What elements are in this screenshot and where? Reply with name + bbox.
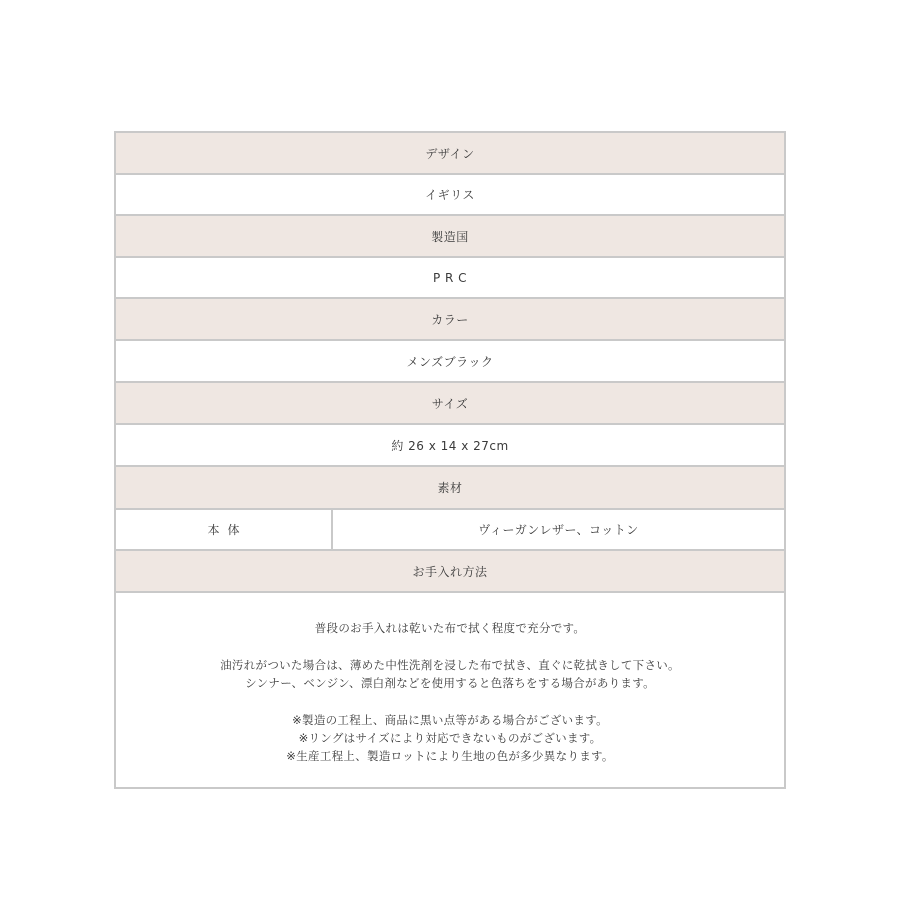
care-header [116, 551, 784, 593]
origin-label: 製造国 [431, 229, 469, 244]
design-header [116, 133, 784, 175]
care-instructions [116, 593, 784, 787]
origin-value: P R C [432, 270, 468, 285]
care-note-3: ※生産工程上、製造ロットにより生地の色が多少異なります。 [286, 749, 614, 763]
size-label: サイズ [431, 396, 469, 411]
material-header [116, 467, 784, 510]
size-header [116, 383, 784, 425]
care-line-2: 油汚れがついた場合は、薄めた中性洗剤を浸した布で拭き、直ぐに乾拭きして下さい。 [220, 658, 680, 672]
origin-row [116, 258, 784, 299]
color-label: カラー [431, 312, 469, 327]
material-row [116, 510, 784, 551]
design-label: デザイン [425, 146, 475, 161]
care-note-2: ※リングはサイズにより対応できないものがございます。 [298, 731, 602, 745]
design-row [116, 175, 784, 216]
care-label: お手入れ方法 [412, 564, 488, 579]
color-value: メンズブラック [406, 354, 494, 369]
body-label: 本体 [116, 510, 333, 549]
design-value: イギリス [425, 188, 475, 202]
material-label: 素材 [437, 481, 463, 495]
care-line-1: 普段のお手入れは乾いた布で拭く程度で充分です。 [314, 621, 586, 635]
color-row [116, 341, 784, 383]
body-value: ヴィーガンレザー、コットン [478, 523, 639, 537]
size-row [116, 425, 784, 467]
care-note-1: ※製造の工程上、商品に黒い点等がある場合がございます。 [292, 713, 608, 727]
spec-table [114, 131, 786, 789]
origin-header [116, 216, 784, 258]
color-header [116, 299, 784, 341]
care-line-3: シンナー、ベンジン、漂白剤などを使用すると色落ちをする場合があります。 [245, 676, 655, 690]
size-value: 約 26 x 14 x 27cm [391, 438, 509, 453]
